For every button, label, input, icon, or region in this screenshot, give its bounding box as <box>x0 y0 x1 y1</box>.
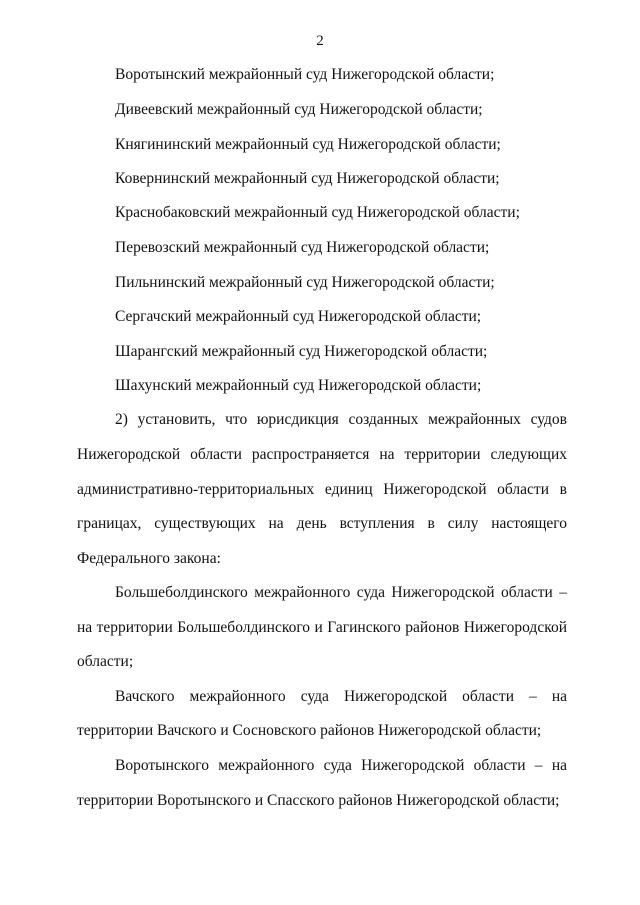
court-list-item: Перевозский межрайонный суд Нижегородской области; <box>115 239 490 256</box>
jurisdiction-paragraph-line: Вачского межрайонного суда Нижегородской области – на <box>115 688 567 705</box>
court-list-item: Ковернинский межрайонный суд Нижегородской области; <box>115 170 500 187</box>
court-list-item: Сергачский межрайонный суд Нижегородской области; <box>115 308 482 325</box>
clause-2-line: административно-территориальных единиц Нижегородской области в <box>77 481 567 498</box>
clause-2-line: границах, существующих на день вступления в силу настоящего <box>77 515 567 532</box>
court-list-item: Шахунский межрайонный суд Нижегородской области; <box>115 377 482 394</box>
jurisdiction-paragraph-line: территории Вачского и Сосновского районов Нижегородской области; <box>77 722 542 739</box>
court-list-item: Шарангский межрайонный суд Нижегородской области; <box>115 343 488 360</box>
court-list-item: Воротынский межрайонный суд Нижегородской области; <box>115 66 495 83</box>
court-list-item: Княгининский межрайонный суд Нижегородской области; <box>115 136 501 153</box>
clause-2-line: Нижегородской области распространяется на территории следующих <box>77 446 567 463</box>
jurisdiction-paragraph-line: Воротынского межрайонного суда Нижегородской области – на <box>115 757 567 774</box>
court-list-item: Пильнинский межрайонный суд Нижегородской области; <box>115 274 495 291</box>
clause-2-line: Федерального закона: <box>77 550 221 567</box>
jurisdiction-paragraph-line: Большеболдинского межрайонного суда Нижегородской области – <box>115 584 567 601</box>
jurisdiction-paragraph-line: на территории Большеболдинского и Гагинского районов Нижегородской <box>77 619 567 636</box>
page-number: 2 <box>316 33 324 49</box>
jurisdiction-paragraph-line: области; <box>77 653 134 670</box>
court-list-item: Краснобаковский межрайонный суд Нижегородской области; <box>115 204 520 221</box>
court-list-item: Дивеевский межрайонный суд Нижегородской области; <box>115 101 483 118</box>
jurisdiction-paragraph-line: территории Воротынского и Спасского районов Нижегородской области; <box>77 792 560 809</box>
clause-2-line: 2) установить, что юрисдикция созданных межрайонных судов <box>115 411 567 428</box>
